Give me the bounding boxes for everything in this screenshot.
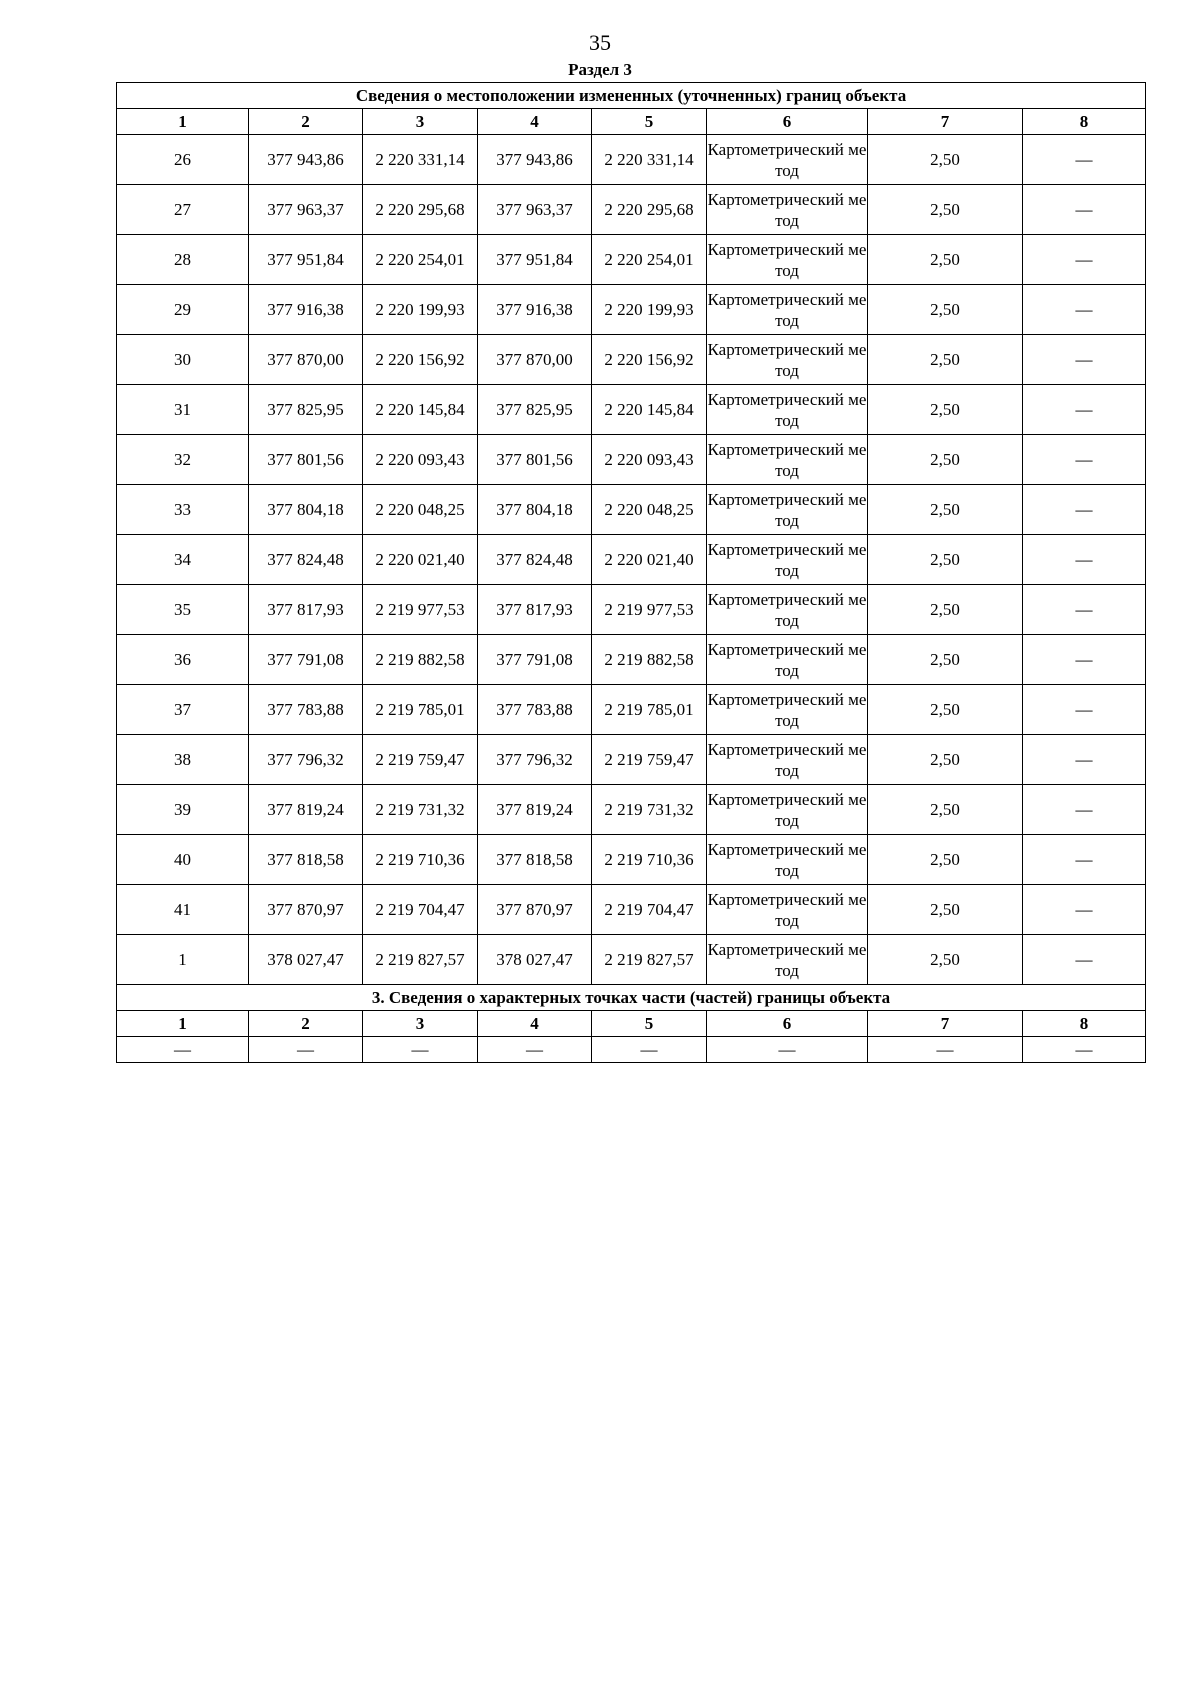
x-existing-cell: 377 804,18 [249, 485, 363, 535]
parts-title-row [117, 985, 1146, 1011]
description-cell: — [1023, 235, 1146, 285]
empty-cell: — [1023, 1037, 1146, 1063]
x-new-cell: 377 804,18 [478, 485, 592, 535]
point-number-cell: 30 [117, 335, 249, 385]
description-cell: — [1023, 585, 1146, 635]
x-new-cell: 377 783,88 [478, 685, 592, 735]
parts-title: 3. Сведения о характерных точках части (частей) границы объекта [117, 985, 1146, 1011]
y-existing-cell: 2 219 882,58 [363, 635, 478, 685]
table-row [117, 285, 1146, 335]
parts-column-number-row [117, 1011, 1146, 1037]
column-number: 2 [249, 109, 363, 135]
method-cell: Картометрический метод [707, 485, 868, 535]
x-new-cell: 377 825,95 [478, 385, 592, 435]
point-number-cell: 29 [117, 285, 249, 335]
empty-cell: — [363, 1037, 478, 1063]
method-cell: Картометрический метод [707, 635, 868, 685]
description-cell: — [1023, 635, 1146, 685]
x-existing-cell: 377 817,93 [249, 585, 363, 635]
y-new-cell: 2 220 048,25 [592, 485, 707, 535]
description-cell: — [1023, 435, 1146, 485]
method-cell: Картометрический метод [707, 285, 868, 335]
y-existing-cell: 2 219 704,47 [363, 885, 478, 935]
empty-cell: — [249, 1037, 363, 1063]
empty-cell: — [707, 1037, 868, 1063]
accuracy-cell: 2,50 [868, 235, 1023, 285]
y-new-cell: 2 219 977,53 [592, 585, 707, 635]
method-cell: Картометрический метод [707, 585, 868, 635]
y-new-cell: 2 220 295,68 [592, 185, 707, 235]
empty-cell: — [117, 1037, 249, 1063]
x-new-cell: 377 801,56 [478, 435, 592, 485]
x-existing-cell: 377 801,56 [249, 435, 363, 485]
column-number: 4 [478, 109, 592, 135]
column-number: 1 [117, 1011, 249, 1037]
accuracy-cell: 2,50 [868, 385, 1023, 435]
description-cell: — [1023, 785, 1146, 835]
point-number-cell: 27 [117, 185, 249, 235]
accuracy-cell: 2,50 [868, 785, 1023, 835]
y-new-cell: 2 219 704,47 [592, 885, 707, 935]
table-title-row [117, 83, 1146, 109]
y-existing-cell: 2 220 048,25 [363, 485, 478, 535]
point-number-cell: 1 [117, 935, 249, 985]
method-cell: Картометрический метод [707, 335, 868, 385]
column-number: 3 [363, 1011, 478, 1037]
table-row [117, 735, 1146, 785]
y-new-cell: 2 219 759,47 [592, 735, 707, 785]
x-new-cell: 377 791,08 [478, 635, 592, 685]
accuracy-cell: 2,50 [868, 935, 1023, 985]
y-existing-cell: 2 219 759,47 [363, 735, 478, 785]
y-new-cell: 2 219 785,01 [592, 685, 707, 735]
y-existing-cell: 2 219 827,57 [363, 935, 478, 985]
point-number-cell: 28 [117, 235, 249, 285]
point-number-cell: 26 [117, 135, 249, 185]
point-number-cell: 38 [117, 735, 249, 785]
y-new-cell: 2 220 093,43 [592, 435, 707, 485]
point-number-cell: 34 [117, 535, 249, 585]
x-existing-cell: 378 027,47 [249, 935, 363, 985]
empty-cell: — [478, 1037, 592, 1063]
description-cell: — [1023, 335, 1146, 385]
description-cell: — [1023, 285, 1146, 335]
point-number-cell: 37 [117, 685, 249, 735]
point-number-cell: 40 [117, 835, 249, 885]
y-existing-cell: 2 220 254,01 [363, 235, 478, 285]
x-new-cell: 377 870,97 [478, 885, 592, 935]
table-title: Сведения о местоположении измененных (уточненных) границ объекта [117, 83, 1146, 109]
y-new-cell: 2 219 827,57 [592, 935, 707, 985]
column-number: 8 [1023, 1011, 1146, 1037]
description-cell: — [1023, 885, 1146, 935]
x-existing-cell: 377 951,84 [249, 235, 363, 285]
y-new-cell: 2 219 731,32 [592, 785, 707, 835]
table-row [117, 385, 1146, 435]
table-row [117, 685, 1146, 735]
point-number-cell: 35 [117, 585, 249, 635]
x-existing-cell: 377 819,24 [249, 785, 363, 835]
table-row [117, 635, 1146, 685]
x-existing-cell: 377 870,97 [249, 885, 363, 935]
accuracy-cell: 2,50 [868, 885, 1023, 935]
x-new-cell: 377 963,37 [478, 185, 592, 235]
method-cell: Картометрический метод [707, 135, 868, 185]
x-new-cell: 377 796,32 [478, 735, 592, 785]
table-row [117, 485, 1146, 535]
column-number: 4 [478, 1011, 592, 1037]
table-row [117, 235, 1146, 285]
x-new-cell: 377 817,93 [478, 585, 592, 635]
method-cell: Картометрический метод [707, 685, 868, 735]
x-existing-cell: 377 943,86 [249, 135, 363, 185]
accuracy-cell: 2,50 [868, 135, 1023, 185]
y-new-cell: 2 220 331,14 [592, 135, 707, 185]
accuracy-cell: 2,50 [868, 835, 1023, 885]
x-new-cell: 377 951,84 [478, 235, 592, 285]
method-cell: Картометрический метод [707, 735, 868, 785]
column-number: 7 [868, 1011, 1023, 1037]
accuracy-cell: 2,50 [868, 485, 1023, 535]
y-new-cell: 2 219 882,58 [592, 635, 707, 685]
table-row [117, 785, 1146, 835]
x-existing-cell: 377 791,08 [249, 635, 363, 685]
point-number-cell: 33 [117, 485, 249, 535]
method-cell: Картометрический метод [707, 535, 868, 585]
table-row [117, 435, 1146, 485]
x-new-cell: 377 819,24 [478, 785, 592, 835]
x-existing-cell: 377 796,32 [249, 735, 363, 785]
table-row [117, 535, 1146, 585]
point-number-cell: 41 [117, 885, 249, 935]
description-cell: — [1023, 535, 1146, 585]
method-cell: Картометрический метод [707, 785, 868, 835]
column-number: 1 [117, 109, 249, 135]
x-new-cell: 377 824,48 [478, 535, 592, 585]
empty-cell: — [868, 1037, 1023, 1063]
y-new-cell: 2 220 156,92 [592, 335, 707, 385]
y-new-cell: 2 219 710,36 [592, 835, 707, 885]
point-number-cell: 36 [117, 635, 249, 685]
y-existing-cell: 2 219 731,32 [363, 785, 478, 835]
description-cell: — [1023, 685, 1146, 735]
description-cell: — [1023, 135, 1146, 185]
description-cell: — [1023, 835, 1146, 885]
table-row [117, 835, 1146, 885]
x-new-cell: 377 916,38 [478, 285, 592, 335]
column-number: 6 [707, 109, 868, 135]
method-cell: Картометрический метод [707, 935, 868, 985]
y-existing-cell: 2 219 710,36 [363, 835, 478, 885]
x-existing-cell: 377 916,38 [249, 285, 363, 335]
accuracy-cell: 2,50 [868, 735, 1023, 785]
description-cell: — [1023, 185, 1146, 235]
method-cell: Картометрический метод [707, 885, 868, 935]
y-existing-cell: 2 220 145,84 [363, 385, 478, 435]
x-existing-cell: 377 818,58 [249, 835, 363, 885]
method-cell: Картометрический метод [707, 385, 868, 435]
method-cell: Картометрический метод [707, 185, 868, 235]
description-cell: — [1023, 735, 1146, 785]
boundary-coordinates-table [116, 82, 1146, 1063]
y-existing-cell: 2 219 977,53 [363, 585, 478, 635]
x-new-cell: 377 870,00 [478, 335, 592, 385]
x-existing-cell: 377 963,37 [249, 185, 363, 235]
accuracy-cell: 2,50 [868, 685, 1023, 735]
y-new-cell: 2 220 021,40 [592, 535, 707, 585]
y-new-cell: 2 220 254,01 [592, 235, 707, 285]
y-existing-cell: 2 220 093,43 [363, 435, 478, 485]
parts-empty-row [117, 1037, 1146, 1063]
x-new-cell: 377 943,86 [478, 135, 592, 185]
y-existing-cell: 2 220 331,14 [363, 135, 478, 185]
column-number-row [117, 109, 1146, 135]
description-cell: — [1023, 385, 1146, 435]
table-row [117, 585, 1146, 635]
x-new-cell: 378 027,47 [478, 935, 592, 985]
accuracy-cell: 2,50 [868, 185, 1023, 235]
section-title: Раздел 3 [568, 60, 632, 79]
table-row [117, 185, 1146, 235]
point-number-cell: 31 [117, 385, 249, 435]
empty-cell: — [592, 1037, 707, 1063]
x-existing-cell: 377 825,95 [249, 385, 363, 435]
y-new-cell: 2 220 199,93 [592, 285, 707, 335]
accuracy-cell: 2,50 [868, 435, 1023, 485]
y-existing-cell: 2 220 021,40 [363, 535, 478, 585]
x-new-cell: 377 818,58 [478, 835, 592, 885]
accuracy-cell: 2,50 [868, 335, 1023, 385]
accuracy-cell: 2,50 [868, 285, 1023, 335]
y-existing-cell: 2 219 785,01 [363, 685, 478, 735]
method-cell: Картометрический метод [707, 235, 868, 285]
x-existing-cell: 377 870,00 [249, 335, 363, 385]
page-number: 35 [589, 30, 611, 55]
y-existing-cell: 2 220 295,68 [363, 185, 478, 235]
description-cell: — [1023, 935, 1146, 985]
column-number: 3 [363, 109, 478, 135]
y-new-cell: 2 220 145,84 [592, 385, 707, 435]
accuracy-cell: 2,50 [868, 635, 1023, 685]
description-cell: — [1023, 485, 1146, 535]
y-existing-cell: 2 220 156,92 [363, 335, 478, 385]
table-row [117, 335, 1146, 385]
point-number-cell: 32 [117, 435, 249, 485]
y-existing-cell: 2 220 199,93 [363, 285, 478, 335]
column-number: 8 [1023, 109, 1146, 135]
accuracy-cell: 2,50 [868, 585, 1023, 635]
column-number: 5 [592, 109, 707, 135]
accuracy-cell: 2,50 [868, 535, 1023, 585]
column-number: 7 [868, 109, 1023, 135]
table-row [117, 135, 1146, 185]
x-existing-cell: 377 783,88 [249, 685, 363, 735]
column-number: 2 [249, 1011, 363, 1037]
column-number: 5 [592, 1011, 707, 1037]
table-row [117, 935, 1146, 985]
point-number-cell: 39 [117, 785, 249, 835]
table-row [117, 885, 1146, 935]
x-existing-cell: 377 824,48 [249, 535, 363, 585]
method-cell: Картометрический метод [707, 835, 868, 885]
method-cell: Картометрический метод [707, 435, 868, 485]
column-number: 6 [707, 1011, 868, 1037]
